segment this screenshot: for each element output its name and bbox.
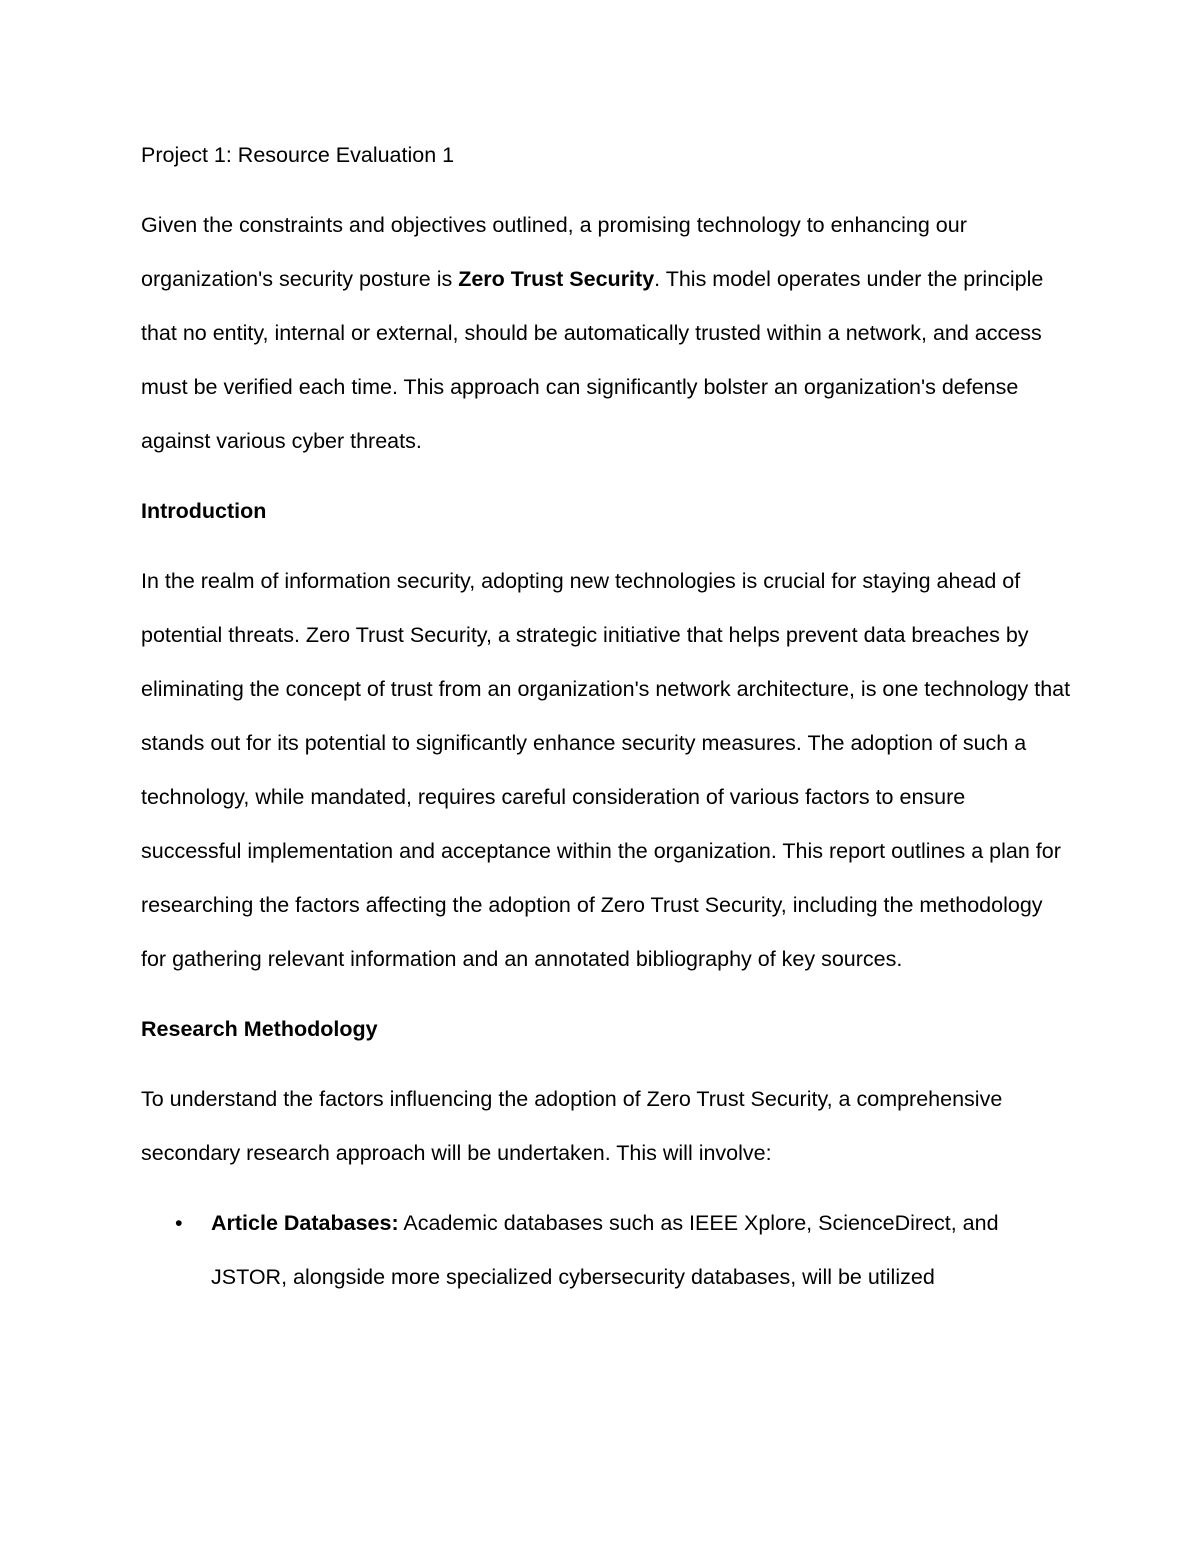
bullet-icon: • (175, 1211, 183, 1235)
research-methodology-paragraph: To understand the factors influencing the adoption of Zero Trust Security, a comprehensive secondary research approach will be undertaken. This will involve: (141, 1087, 1003, 1165)
bullet-label: Article Databases: (211, 1211, 399, 1235)
introduction-paragraph: In the realm of information security, adopting new technologies is crucial for staying ahead of potential threats. Zero Trust Security, a strategic initiative that helps prevent data breaches by eliminating the concept of trust from an organization's network architecture, is one technology that stands out for its potential to significantly enhance security measures. The adoption of such a technology, while mandated, requires careful consideration of various factors to ensure successful implementation and acceptance within the organization. This report outlines a plan for researching the factors affecting the adoption of Zero Trust Security, including the methodology for gathering relevant information and an annotated bibliography of key sources. (141, 569, 1071, 971)
bullet-text: Academic databases such as IEEE Xplore, ScienceDirect, and JSTOR, alongside more specialized cybersecurity databases, will be utilized (211, 1211, 999, 1289)
section-heading-introduction: Introduction (141, 499, 267, 523)
methodology-bullet-list (141, 1196, 1071, 1304)
section-heading-research-methodology: Research Methodology (141, 1017, 378, 1041)
intro-text-end: . This model operates under the principle that no entity, internal or external, should be automatically trusted within a network, and access must be verified each time. This approach can significantly bolster an organization's defense against various cyber threats. (141, 267, 1044, 453)
intro-bold-term: Zero Trust Security (458, 267, 655, 291)
document-title: Project 1: Resource Evaluation 1 (141, 143, 455, 167)
document-body (141, 128, 1071, 1304)
intro-text-start: Given the constraints and objectives outlined, a promising technology to enhancing our organization's security posture is (141, 213, 967, 291)
intro-paragraph (141, 198, 1071, 468)
list-item (141, 1196, 1071, 1304)
